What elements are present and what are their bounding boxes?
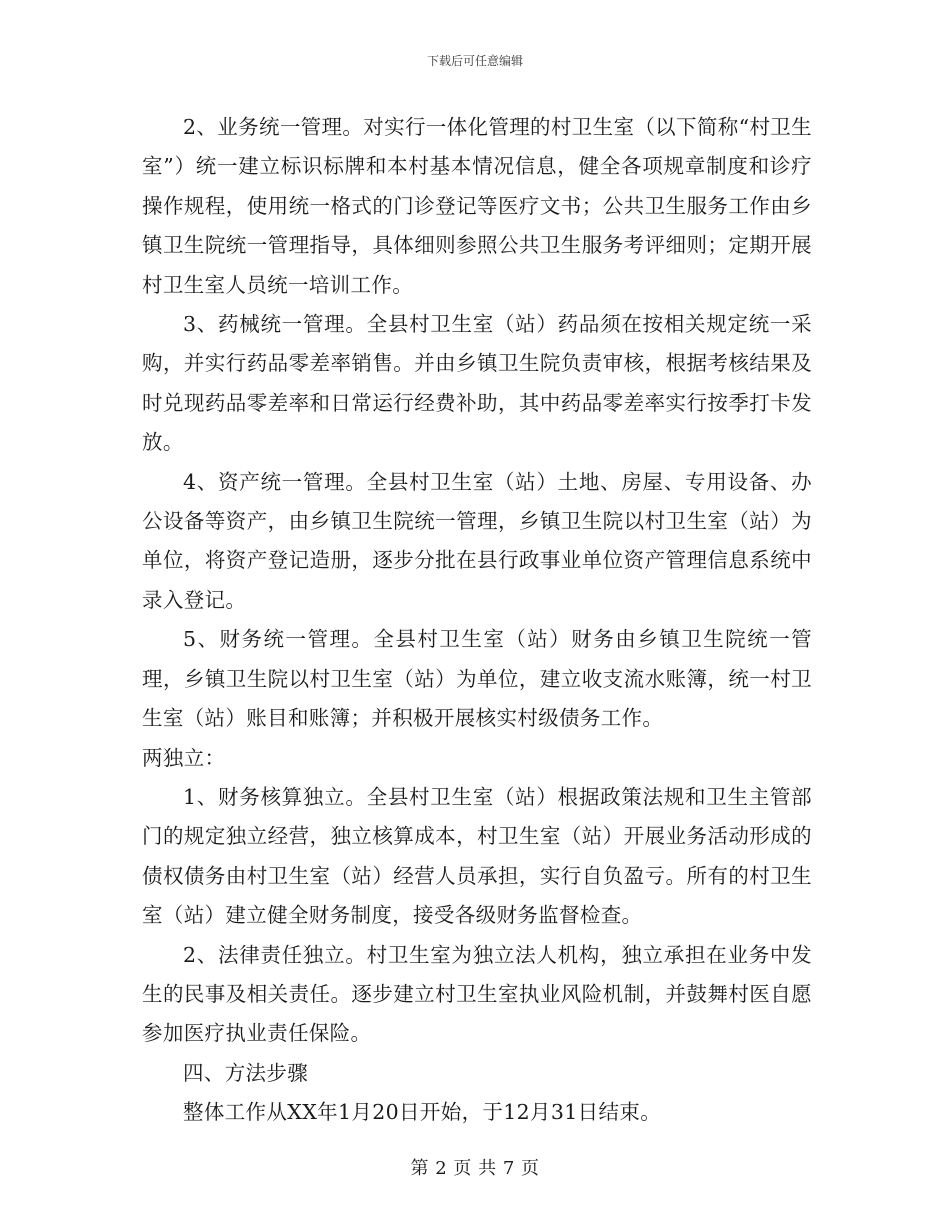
paragraph-legal-independence: 2、法律责任独立。村卫生室为独立法人机构，独立承担在业务中发生的民事及相关责任。逐步建立村卫生室执业风险机制，并鼓舞村医自愿参加医疗执业责任保险。 xyxy=(142,942,812,1046)
paragraph-accounting-independence: 1、财务核算独立。全县村卫生室（站）根据政策法规和卫生主管部门的规定独立经营，独立核算成本，村卫生室（站）开展业务活动形成的债权债务由村卫生室（站）经营人员承担，实行自负盈亏。所有的村卫生室（站）建立健全财务制度，接受各级财务监督检查。 xyxy=(142,784,812,928)
paragraph-drug-management: 3、药械统一管理。全县村卫生室（站）药品须在按相关规定统一采购，并实行药品零差率销售。并由乡镇卫生院负责审核，根据考核结果及时兑现药品零差率和日常运行经费补助，其中药品零差率实行按季打卡发放。 xyxy=(142,312,812,455)
paragraph-finance-management: 5、财务统一管理。全县村卫生室（站）财务由乡镇卫生院统一管理，乡镇卫生院以村卫生室（站）为单位，建立收支流水账簿，统一村卫生室（站）账目和账簿；并积极开展核实村级债务工作。 xyxy=(142,627,812,731)
paragraph-schedule: 整体工作从XX年1月20日开始，于12月31日结束。 xyxy=(183,1100,662,1125)
page-number-footer: 第 2 页 共 7 页 xyxy=(410,1158,540,1179)
section-heading-methods: 四、方法步骤 xyxy=(183,1060,309,1085)
paragraph-business-management: 2、业务统一管理。对实行一体化管理的村卫生室（以下简称“村卫生室”）统一建立标识标牌和本村基本情况信息，健全各项规章制度和诊疗操作规程，使用统一格式的门诊登记等医疗文书；公共卫生服务工作由乡镇卫生院统一管理指导，具体细则参照公共卫生服务考评细则；定期开展村卫生室人员统一培训工作。 xyxy=(142,115,812,297)
page-header: 下载后可任意编辑 xyxy=(426,54,523,68)
document-body xyxy=(142,108,812,1133)
section-heading-two-independences: 两独立： xyxy=(142,745,226,770)
paragraph-asset-management: 4、资产统一管理。全县村卫生室（站）土地、房屋、专用设备、办公设备等资产，由乡镇卫生院统一管理，乡镇卫生院以村卫生室（站）为单位，将资产登记造册，逐步分批在县行政事业单位资产管理信息系统中录入登记。 xyxy=(142,469,812,612)
